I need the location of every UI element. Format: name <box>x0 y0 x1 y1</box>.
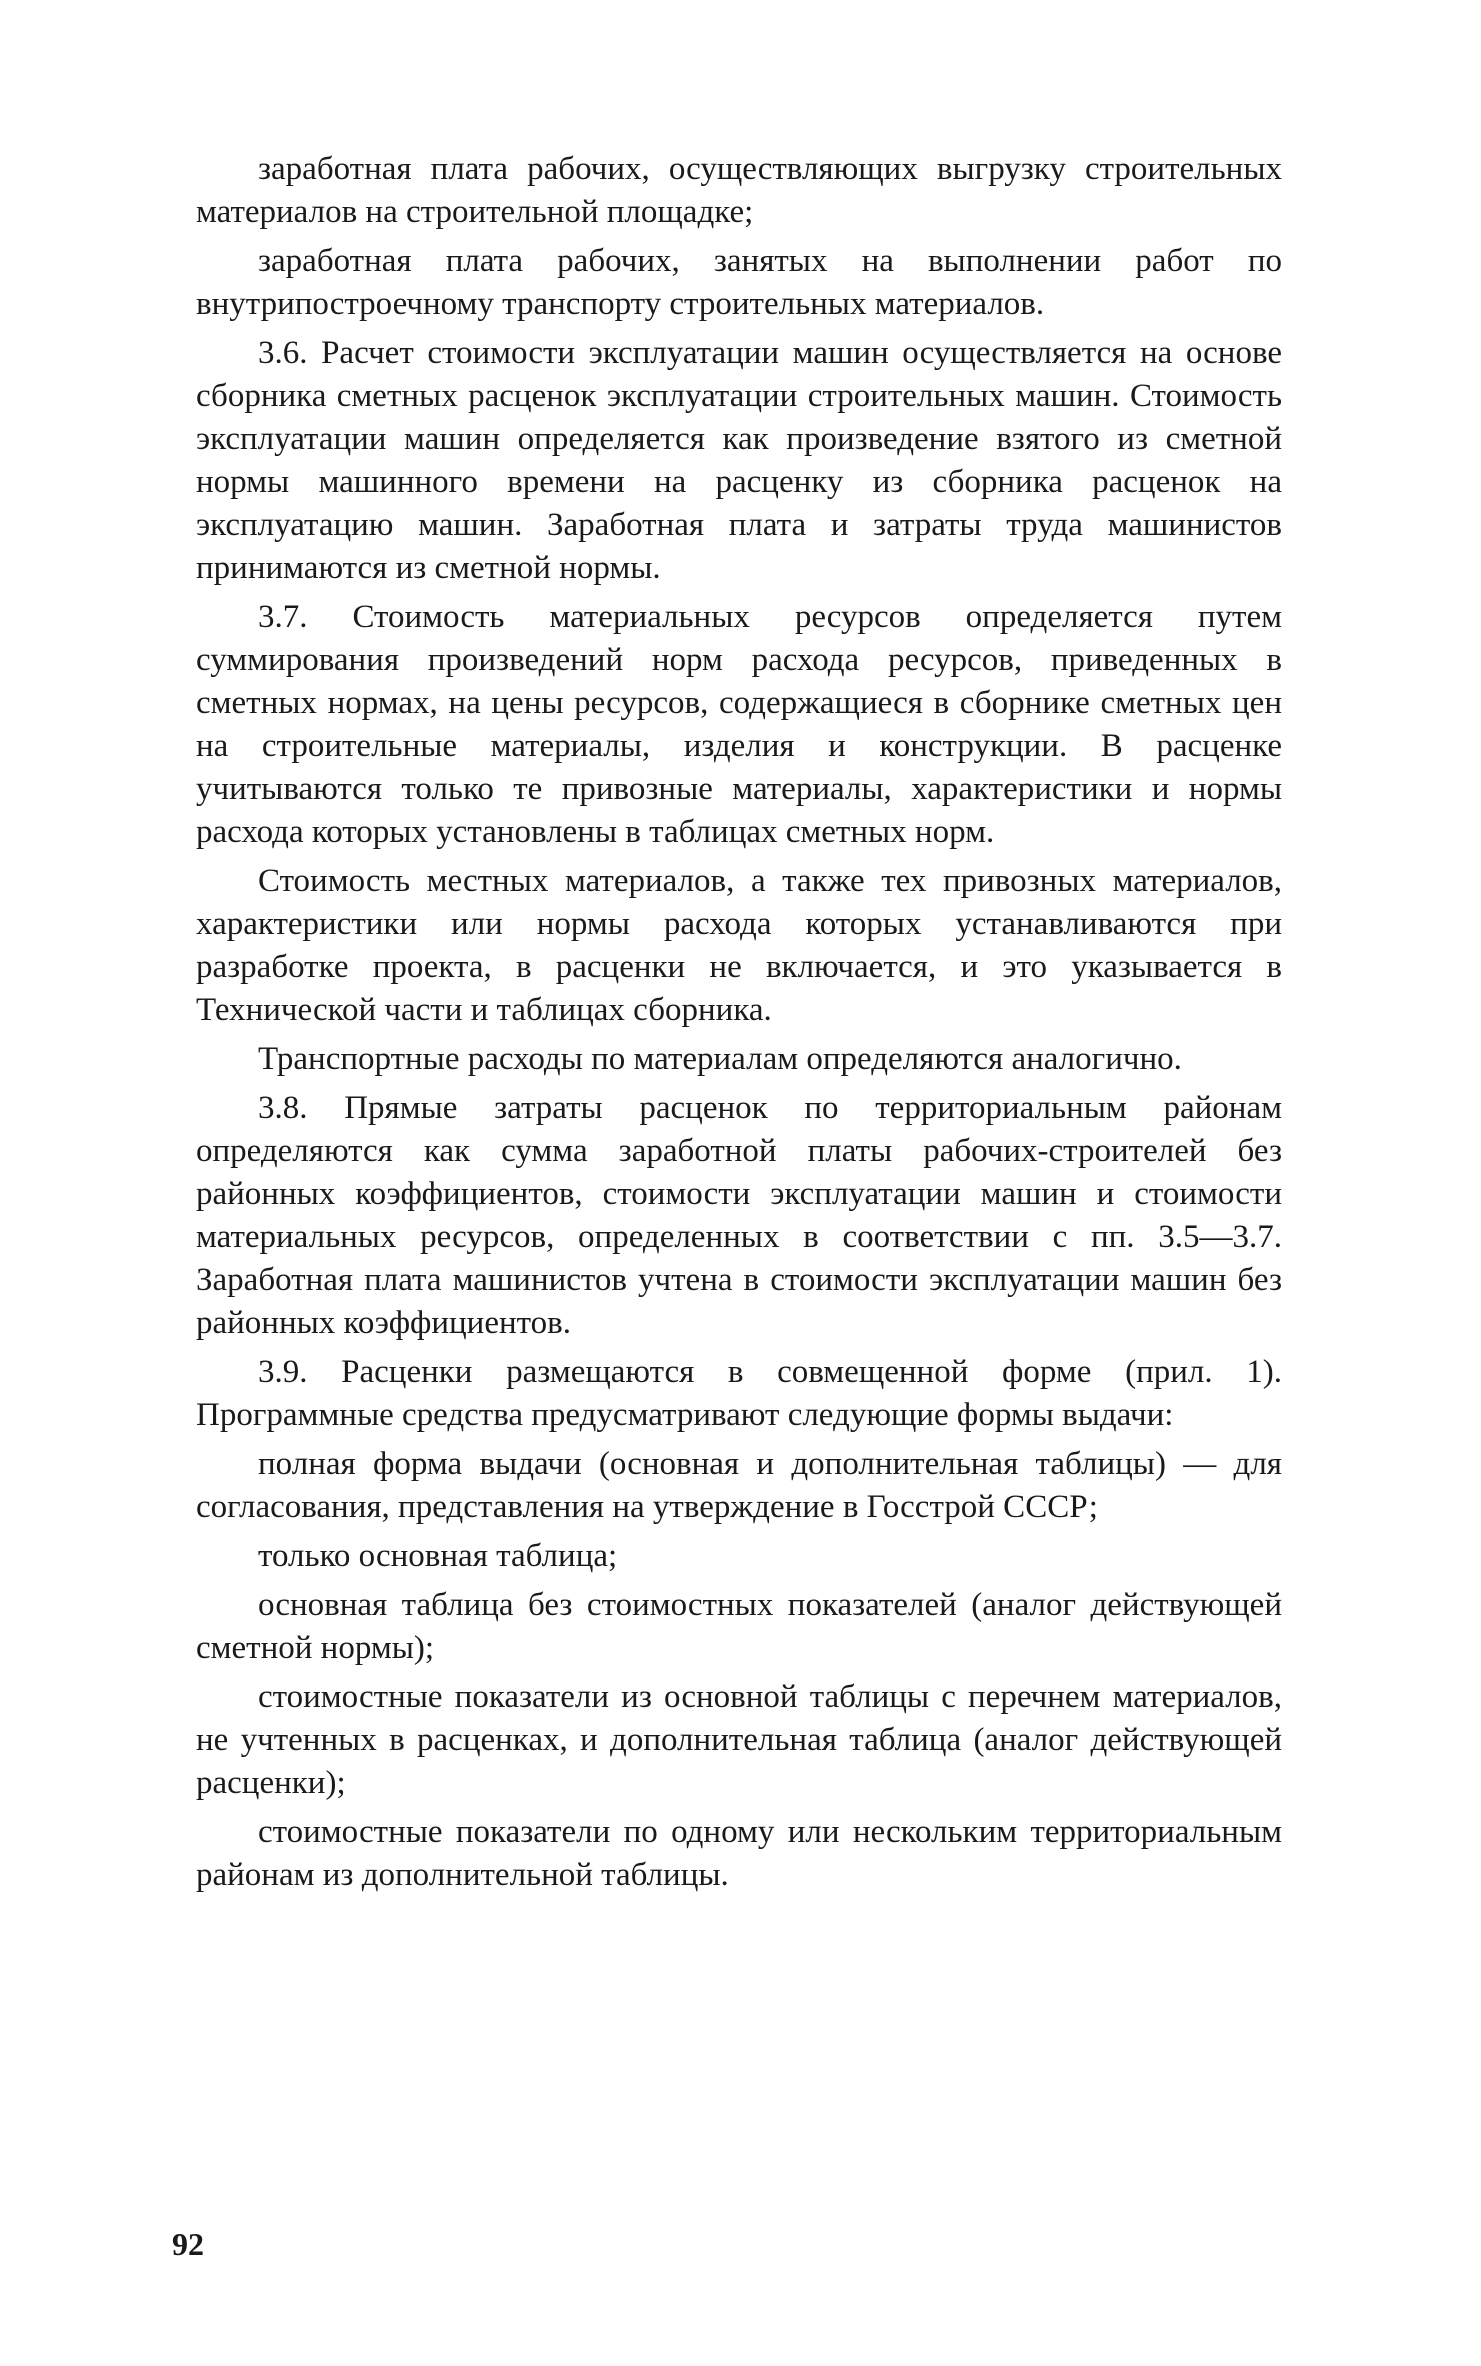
paragraph-3-9: 3.9. Расценки размещаются в совмещенной форме (прил. 1). Программные средства предусматривают следующие формы выдачи: <box>196 1354 1282 1433</box>
list-item-full-form: полная форма выдачи (основная и дополнительная таблицы) — для согласования, представления на утверждение в Госстрой СССР; <box>196 1446 1282 1525</box>
page-number: 92 <box>172 2226 204 2262</box>
paragraph-3-6: 3.6. Расчет стоимости эксплуатации машин осуществляется на основе сборника сметных расценок эксплуатации строительных машин. Стоимость эксплуатации машин определяется как произведение взятого из сметной нормы машинного времени на расценку из сборника расценок на эксплуатацию машин. Заработная плата и затраты труда машинистов принимаются из сметной нормы. <box>196 335 1282 586</box>
list-item-cost-indicators-by-region: стоимостные показатели по одному или нескольким территориальным районам из дополнительной таблицы. <box>196 1814 1282 1893</box>
page-body <box>196 148 1282 1903</box>
paragraph-wages-transport: заработная плата рабочих, занятых на выполнении работ по внутрипостроечному транспорту строительных материалов. <box>196 243 1282 322</box>
list-item-main-table-no-cost: основная таблица без стоимостных показателей (аналог действующей сметной нормы); <box>196 1587 1282 1666</box>
paragraph-3-8: 3.8. Прямые затраты расценок по территориальным районам определяются как сумма заработной платы рабочих-строителей без районных коэффициентов, стоимости эксплуатации машин и стоимости материальных ресурсов, определенных в соответствии с пп. 3.5—3.7. Заработная плата машинистов учтена в стоимости эксплуатации машин без районных коэффициентов. <box>196 1090 1282 1341</box>
paragraph-wages-unloading: заработная плата рабочих, осуществляющих выгрузку строительных материалов на строительной площадке; <box>196 151 1282 230</box>
list-item-main-table: только основная таблица; <box>258 1538 618 1574</box>
paragraph-local-materials: Стоимость местных материалов, а также тех привозных материалов, характеристики или нормы расхода которых устанавливаются при разработке проекта, в расценки не включается, и это указывается в Технической части и таблицах сборника. <box>196 863 1282 1028</box>
paragraph-3-7: 3.7. Стоимость материальных ресурсов определяется путем суммирования произведений норм расхода ресурсов, приведенных в сметных нормах, на цены ресурсов, содержащиеся в сборнике сметных цен на строительные материалы, изделия и конструкции. В расценке учитываются только те привозные материалы, характеристики и нормы расхода которых установлены в таблицах сметных норм. <box>196 599 1282 850</box>
list-item-cost-indicators-with-materials: стоимостные показатели из основной таблицы с перечнем материалов, не учтенных в расценках, и дополнительная таблица (аналог действующей расценки); <box>196 1679 1282 1801</box>
paragraph-transport-costs: Транспортные расходы по материалам определяются аналогично. <box>258 1041 1182 1077</box>
